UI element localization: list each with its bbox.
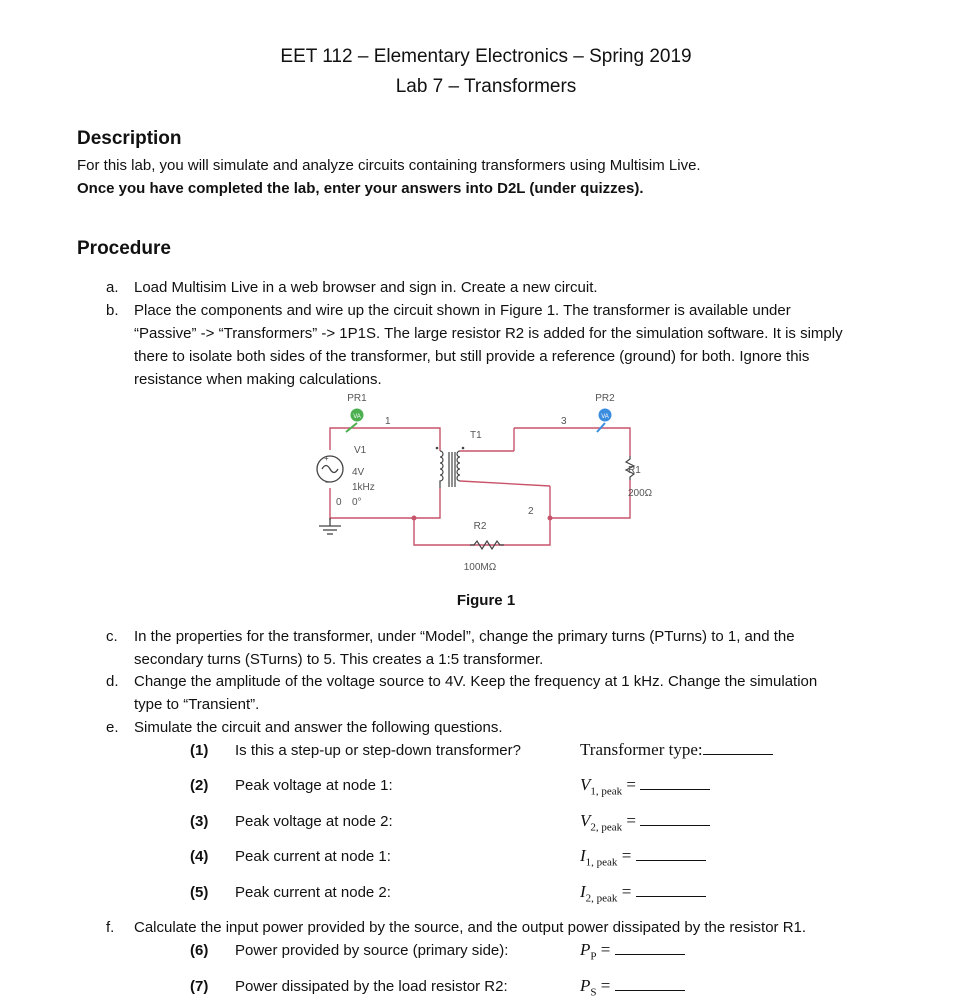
question-number: (5)	[190, 884, 209, 901]
answer-field-v2-peak[interactable]	[580, 811, 710, 833]
step-d-line: Change the amplitude of the voltage source to 4V. Keep the frequency at 1 kHz. Change the simulation	[134, 673, 818, 690]
source-amplitude: 4V	[352, 467, 365, 478]
step-b-marker: b.	[106, 302, 119, 319]
step-b-line: resistance when making calculations.	[134, 371, 382, 388]
step-d-line: type to “Transient”.	[134, 696, 260, 713]
r1-value: 200Ω	[628, 488, 653, 499]
answer-variable: V	[580, 811, 591, 830]
question-number: (3)	[190, 813, 209, 830]
answer-blank[interactable]	[640, 824, 710, 826]
answer-field-power-primary[interactable]	[580, 940, 685, 962]
step-e-marker: e.	[106, 719, 119, 736]
answer-blank[interactable]	[615, 953, 685, 955]
ground-symbol	[319, 518, 341, 534]
procedure-heading: Procedure	[77, 238, 171, 259]
probe1-label: PR1	[347, 393, 367, 404]
step-f-marker: f.	[106, 919, 115, 936]
transformer-label: T1	[470, 430, 482, 441]
answer-equals: =	[626, 775, 636, 794]
ac-source-symbol	[317, 454, 343, 487]
step-a-marker: a.	[106, 279, 119, 296]
description-bold-text: Once you have completed the lab, enter your answers into D2L (under quizzes).	[77, 180, 644, 197]
node2-label: 2	[528, 506, 534, 517]
probe2-badge-text: VA	[601, 414, 609, 420]
circuit-figure	[300, 388, 660, 588]
question-text: Peak voltage at node 2:	[235, 813, 393, 830]
probe2-label: PR2	[595, 393, 615, 404]
step-b-line: “Passive” -> “Transformers” -> 1P1S. The large resistor R2 is added for the simulation software. It is simply	[134, 325, 843, 342]
source-zero: 0	[336, 497, 342, 508]
question-text: Power provided by source (primary side):	[235, 942, 509, 959]
answer-equals: =	[621, 882, 632, 901]
junction-dot	[412, 516, 417, 521]
question-text: Peak current at node 2:	[235, 884, 391, 901]
question-number: (4)	[190, 848, 209, 865]
course-title: EET 112 – Elementary Electronics – Spring 2019	[280, 46, 692, 67]
transformer-dot	[462, 447, 465, 450]
answer-subscript: 2, peak	[590, 821, 623, 834]
figure-caption: Figure 1	[456, 592, 516, 609]
junction-dot	[548, 516, 553, 521]
answer-blank[interactable]	[636, 895, 706, 897]
answer-field-i1-peak[interactable]	[580, 846, 706, 868]
step-b-line: Place the components and wire up the circuit shown in Figure 1. The transformer is available under	[134, 302, 791, 319]
answer-variable: I	[580, 846, 586, 865]
r2-value: 100MΩ	[463, 562, 497, 573]
step-f-line: Calculate the input power provided by the source, and the output power dissipated by the resistor R1.	[134, 919, 807, 936]
source-phase: 0°	[352, 497, 362, 508]
answer-blank[interactable]	[703, 753, 773, 755]
step-a-line: Load Multisim Live in a web browser and sign in. Create a new circuit.	[134, 279, 598, 296]
answer-subscript: 1, peak	[590, 785, 623, 798]
probe1-badge-text: VA	[353, 414, 361, 420]
question-number: (6)	[190, 942, 209, 959]
question-number: (1)	[190, 742, 209, 759]
answer-subscript: 2, peak	[585, 892, 618, 905]
step-d-marker: d.	[106, 673, 119, 690]
description-heading: Description	[77, 128, 182, 149]
step-c-line: secondary turns (STurns) to 5. This creates a 1:5 transformer.	[134, 651, 544, 668]
step-e-line: Simulate the circuit and answer the following questions.	[134, 719, 503, 736]
answer-blank[interactable]	[636, 859, 706, 861]
answer-subscript: P	[590, 950, 597, 963]
answer-blank[interactable]	[640, 788, 710, 790]
answer-label: Transformer type:	[580, 740, 703, 759]
transformer-symbol	[440, 451, 550, 488]
transformer-dot	[436, 447, 439, 450]
answer-variable: P	[580, 940, 591, 959]
answer-equals: =	[600, 940, 611, 959]
answer-equals: =	[600, 976, 611, 995]
answer-variable: V	[580, 775, 591, 794]
question-number: (7)	[190, 978, 209, 995]
source-name: V1	[354, 445, 367, 456]
description-text: For this lab, you will simulate and analyze circuits containing transformers using Multisim Live.	[77, 157, 701, 174]
question-text: Peak voltage at node 1:	[235, 777, 393, 794]
question-number: (2)	[190, 777, 209, 794]
answer-subscript: S	[590, 986, 597, 999]
answer-subscript: 1, peak	[585, 856, 618, 869]
step-c-marker: c.	[106, 628, 118, 645]
answer-field-i2-peak[interactable]	[580, 882, 706, 904]
answer-equals: =	[626, 811, 636, 830]
node1-label: 1	[385, 416, 391, 427]
answer-equals: =	[621, 846, 632, 865]
r2-name: R2	[473, 521, 487, 532]
answer-field-power-secondary[interactable]	[580, 976, 685, 998]
answer-variable: I	[580, 882, 586, 901]
svg-text:−: −	[325, 478, 330, 487]
answer-field-v1-peak[interactable]	[580, 775, 710, 797]
question-text: Power dissipated by the load resistor R2:	[235, 978, 508, 995]
source-frequency: 1kHz	[352, 482, 375, 493]
answer-blank[interactable]	[615, 989, 685, 991]
step-b-line: there to isolate both sides of the transformer, but still provide a reference (ground) for both. Ignore this	[134, 348, 810, 365]
step-c-line: In the properties for the transformer, under “Model”, change the primary turns (PTurns) to 1, and the	[134, 628, 795, 645]
svg-text:+: +	[324, 454, 329, 463]
node3-label: 3	[561, 416, 567, 427]
answer-field-transformer-type[interactable]	[580, 740, 773, 760]
answer-variable: P	[580, 976, 591, 995]
question-text: Is this a step-up or step-down transformer?	[235, 742, 521, 759]
r1-name: R1	[628, 465, 641, 476]
question-text: Peak current at node 1:	[235, 848, 391, 865]
lab-title: Lab 7 – Transformers	[395, 76, 577, 97]
